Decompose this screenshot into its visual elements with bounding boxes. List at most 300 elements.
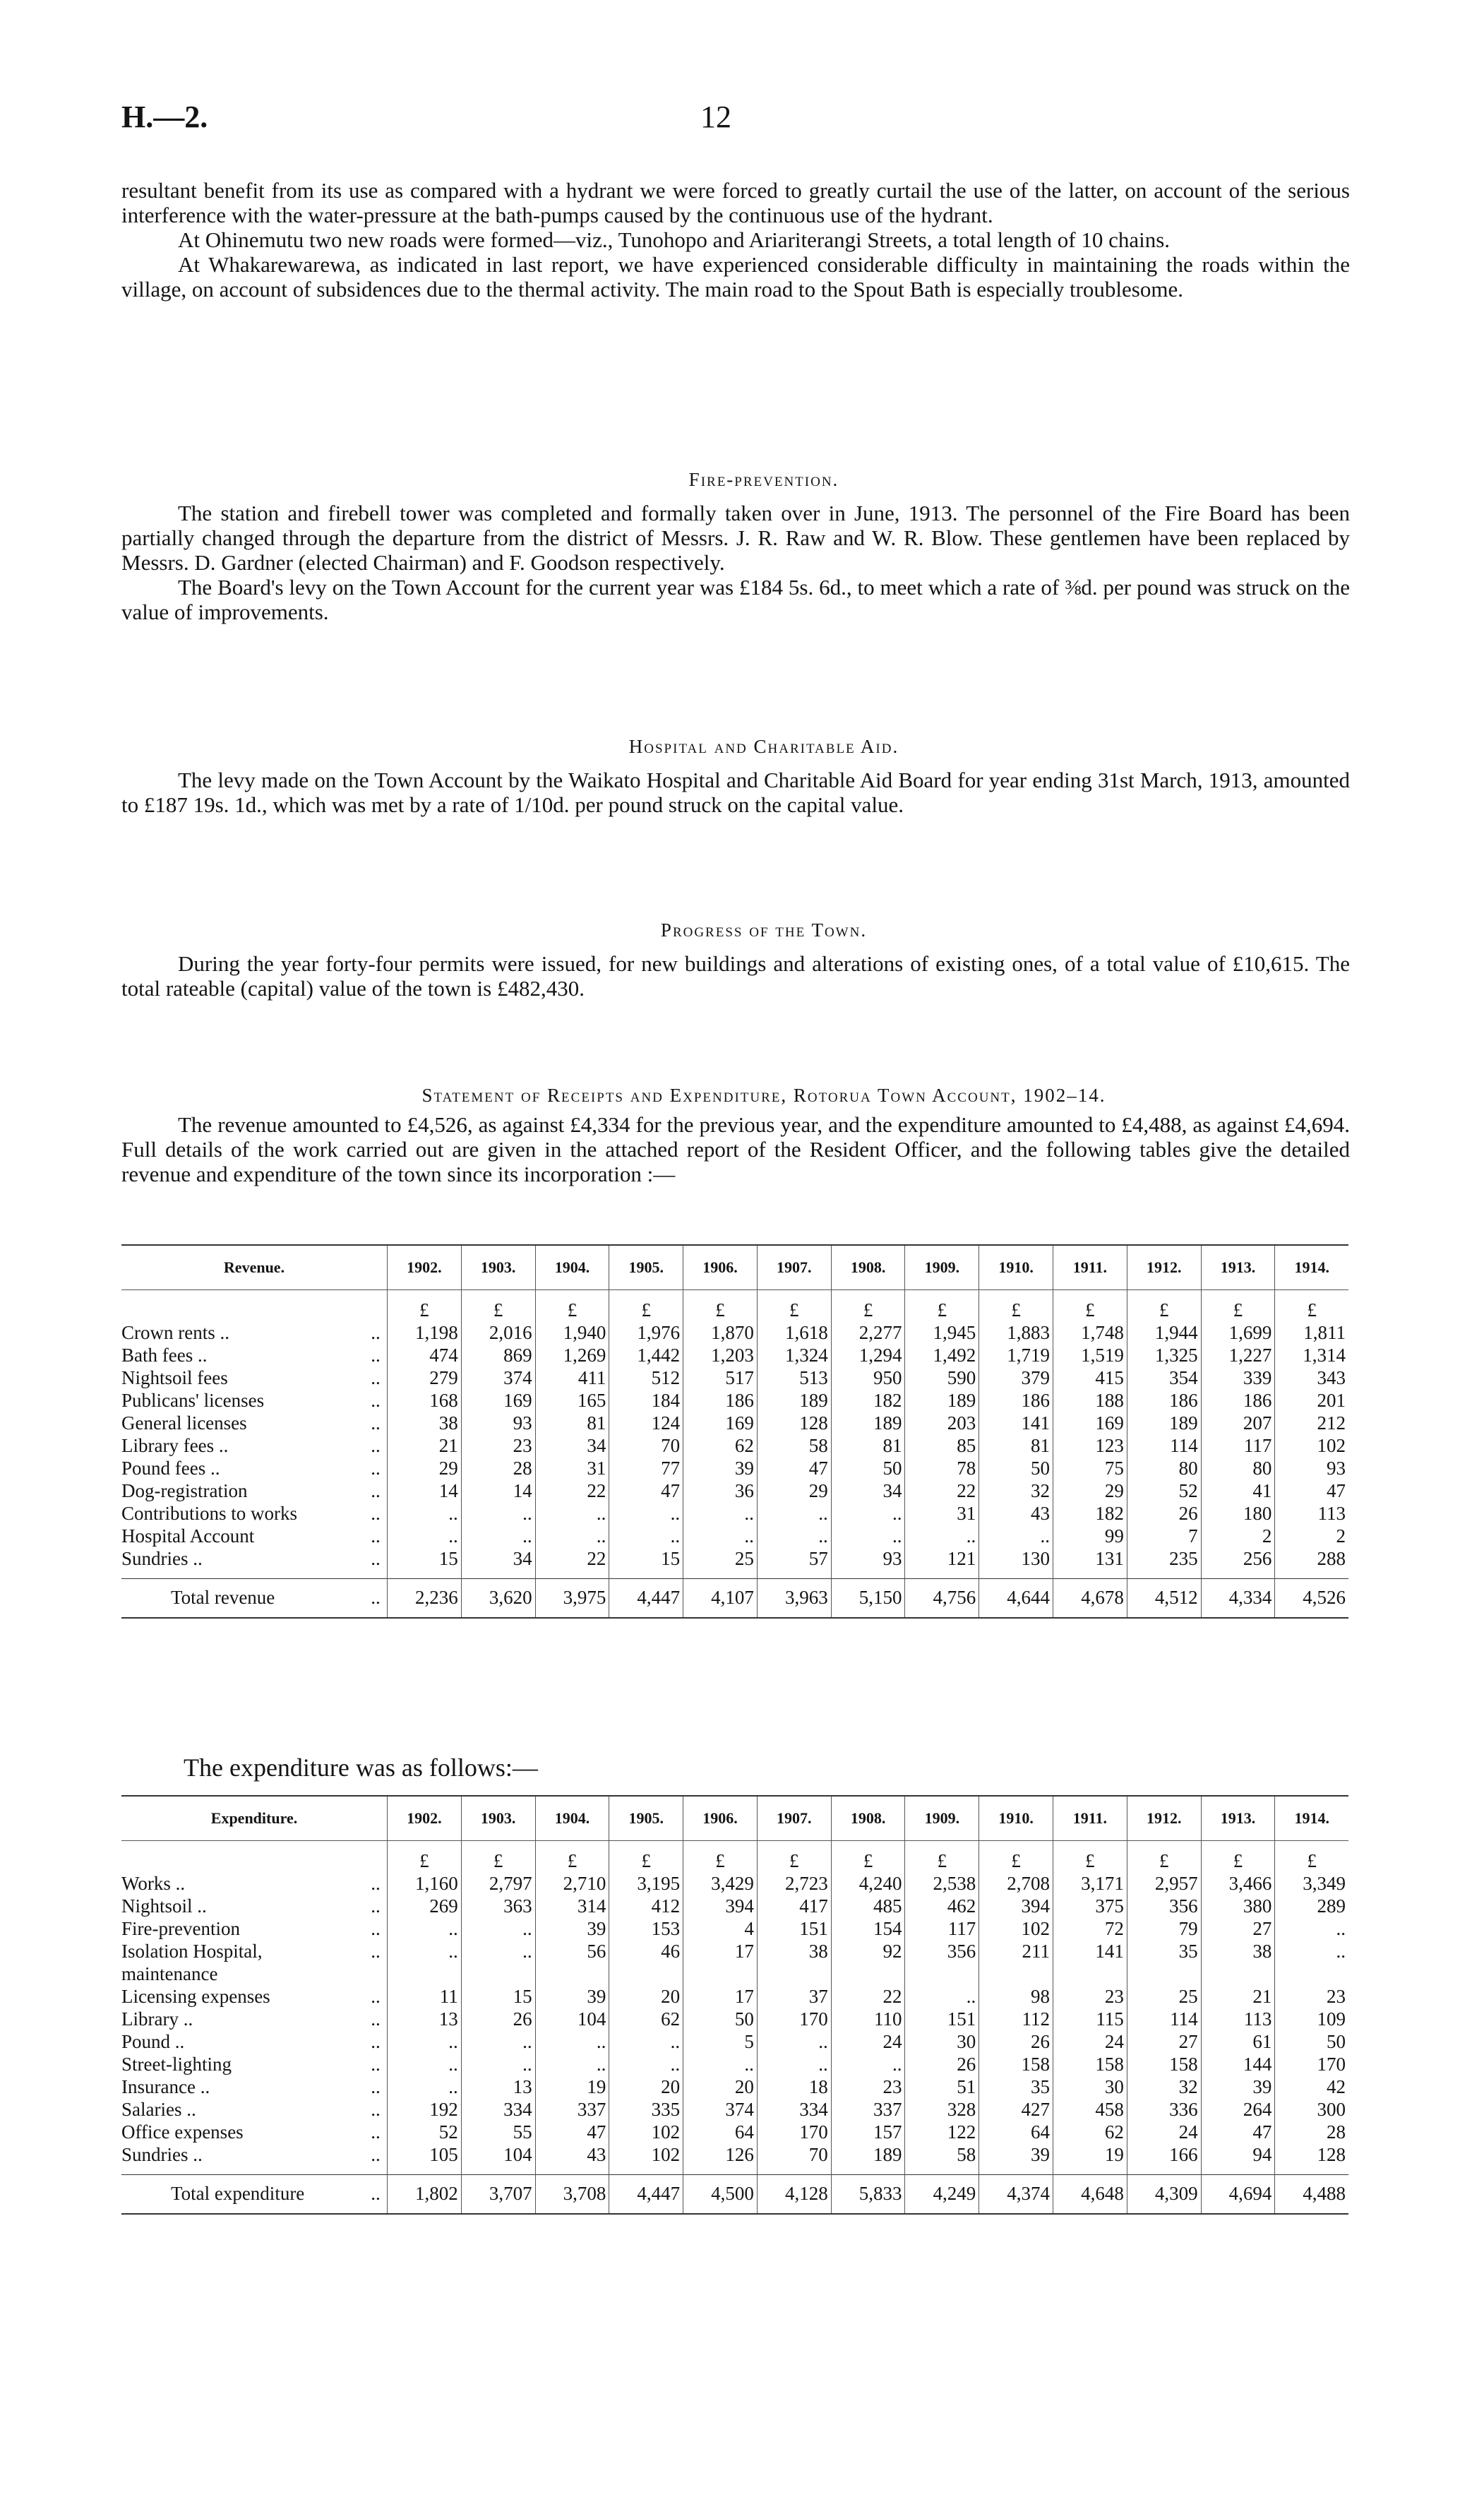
currency-row-blank <box>121 1841 388 1873</box>
table-row <box>121 1547 1348 1570</box>
value-cell: 24 <box>1127 2121 1201 2143</box>
value-cell: 70 <box>757 2143 831 2166</box>
currency-symbol: £ <box>979 1290 1053 1322</box>
currency-symbol: £ <box>1275 1290 1348 1322</box>
value-cell: 26 <box>979 2030 1053 2053</box>
value-cell: 2,710 <box>535 1872 609 1895</box>
value-cell: 31 <box>535 1457 609 1479</box>
value-cell: 192 <box>388 2098 462 2121</box>
value-cell: 28 <box>1275 2121 1348 2143</box>
value-cell: 170 <box>757 2008 831 2030</box>
value-cell: .. <box>461 2030 535 2053</box>
table-row <box>121 1917 1348 1940</box>
value-cell: .. <box>535 1525 609 1547</box>
value-cell: 85 <box>905 1434 979 1457</box>
value-cell: 43 <box>979 1502 1053 1525</box>
total-row <box>121 2175 1348 2215</box>
expenditure-lead: The expenditure was as follows:— <box>184 1753 538 1782</box>
value-cell: 50 <box>831 1457 905 1479</box>
table-row <box>121 1895 1348 1917</box>
leader-dots: .. <box>364 2175 388 2215</box>
value-cell: 62 <box>1053 2121 1127 2143</box>
currency-symbol: £ <box>1127 1841 1201 1873</box>
value-cell: 21 <box>1201 1985 1275 2008</box>
value-cell: 256 <box>1201 1547 1275 1570</box>
value-cell: .. <box>1275 1940 1348 1985</box>
row-label: Contributions to works <box>121 1503 298 1524</box>
value-cell: 109 <box>1275 2008 1348 2030</box>
total-value-cell: 2,236 <box>388 1579 462 1619</box>
year-header-1909: 1909. <box>905 1245 979 1290</box>
revenue-table <box>121 1244 1348 1619</box>
currency-symbol: £ <box>1127 1290 1201 1322</box>
value-cell: 375 <box>1053 1895 1127 1917</box>
value-cell: 169 <box>1053 1412 1127 1434</box>
value-cell: 17 <box>683 1940 758 1985</box>
value-cell: 1,324 <box>757 1344 831 1366</box>
currency-row <box>121 1290 1348 1322</box>
value-cell: 235 <box>1127 1547 1201 1570</box>
leader-dots: .. <box>371 1525 381 1547</box>
value-cell: 513 <box>757 1366 831 1389</box>
value-cell: 1,699 <box>1201 1321 1275 1344</box>
value-cell: 415 <box>1053 1366 1127 1389</box>
value-cell: 38 <box>388 1412 462 1434</box>
year-header-1905: 1905. <box>609 1796 683 1841</box>
value-cell: .. <box>905 1985 979 2008</box>
value-cell: .. <box>831 2053 905 2075</box>
value-cell: 39 <box>1201 2075 1275 2098</box>
intro-section <box>121 178 1350 302</box>
table-row <box>121 1412 1348 1434</box>
revenue-header-label: Revenue. <box>121 1245 388 1290</box>
value-cell: 458 <box>1053 2098 1127 2121</box>
year-header-1910: 1910. <box>979 1245 1053 1290</box>
row-label: Office expenses <box>121 2121 244 2143</box>
year-header-1905: 1905. <box>609 1245 683 1290</box>
row-label: Street-lighting <box>121 2054 232 2075</box>
value-cell: 3,171 <box>1053 1872 1127 1895</box>
value-cell: 64 <box>683 2121 758 2143</box>
value-cell: 30 <box>905 2030 979 2053</box>
value-cell: 34 <box>461 1547 535 1570</box>
value-cell: 288 <box>1275 1547 1348 1570</box>
value-cell: 102 <box>1275 1434 1348 1457</box>
spacer-cell <box>388 1570 462 1579</box>
value-cell: .. <box>609 1502 683 1525</box>
value-cell: 25 <box>1127 1985 1201 2008</box>
revenue-header-row <box>121 1245 1348 1290</box>
value-cell: 203 <box>905 1412 979 1434</box>
value-cell: 1,325 <box>1127 1344 1201 1366</box>
total-value-cell: 4,309 <box>1127 2175 1201 2215</box>
table-row <box>121 2143 1348 2166</box>
value-cell: 35 <box>1127 1940 1201 1985</box>
value-cell: .. <box>609 1525 683 1547</box>
value-cell: 1,748 <box>1053 1321 1127 1344</box>
value-cell: 180 <box>1201 1502 1275 1525</box>
currency-symbol: £ <box>757 1841 831 1873</box>
expenditure-header-label: Expenditure. <box>121 1796 388 1841</box>
value-cell: 117 <box>1201 1434 1275 1457</box>
value-cell: 474 <box>388 1344 462 1366</box>
leader-dots: .. <box>371 1895 381 1917</box>
year-header-1907: 1907. <box>757 1796 831 1841</box>
value-cell: 158 <box>979 2053 1053 2075</box>
value-cell: 38 <box>757 1940 831 1985</box>
value-cell: 1,314 <box>1275 1344 1348 1366</box>
year-header-1904: 1904. <box>535 1245 609 1290</box>
value-cell: 98 <box>979 1985 1053 2008</box>
value-cell: 158 <box>1127 2053 1201 2075</box>
value-cell: 417 <box>757 1895 831 1917</box>
value-cell: 354 <box>1127 1366 1201 1389</box>
value-cell: 151 <box>905 2008 979 2030</box>
value-cell: 212 <box>1275 1412 1348 1434</box>
value-cell: 57 <box>757 1547 831 1570</box>
value-cell: 328 <box>905 2098 979 2121</box>
value-cell: 47 <box>1275 1479 1348 1502</box>
value-cell: 264 <box>1201 2098 1275 2121</box>
value-cell: 334 <box>461 2098 535 2121</box>
value-cell: 1,203 <box>683 1344 758 1366</box>
report-code: H.—2. <box>121 100 208 134</box>
currency-symbol: £ <box>831 1290 905 1322</box>
total-value-cell: 4,107 <box>683 1579 758 1619</box>
statement-paragraph-1: The revenue amounted to £4,526, as against £4,334 for the previous year, and the expenditure amounted to £4,488, as against £4,694. Full details of the work carried out are given in the attached report of the Resident Officer, and the following tables give the detailed revenue and expenditure of the town since its incorporation :— <box>121 1112 1350 1186</box>
value-cell: 58 <box>757 1434 831 1457</box>
value-cell: 41 <box>1201 1479 1275 1502</box>
value-cell: 4 <box>683 1917 758 1940</box>
value-cell: 104 <box>461 2143 535 2166</box>
spacer-cell <box>535 1570 609 1579</box>
value-cell: 37 <box>757 1985 831 2008</box>
year-header-1909: 1909. <box>905 1796 979 1841</box>
spacer-cell <box>1127 1570 1201 1579</box>
value-cell: 81 <box>979 1434 1053 1457</box>
value-cell: 23 <box>1275 1985 1348 2008</box>
value-cell: 123 <box>1053 1434 1127 1457</box>
table-row <box>121 1366 1348 1389</box>
leader-dots: .. <box>371 1503 381 1524</box>
row-label: Isolation Hospital, maintenance <box>121 1941 263 1984</box>
value-cell: 62 <box>609 2008 683 2030</box>
currency-symbol: £ <box>979 1841 1053 1873</box>
leader-dots: .. <box>371 1480 381 1501</box>
value-cell: 211 <box>979 1940 1053 1985</box>
row-label: Nightsoil fees <box>121 1367 228 1388</box>
value-cell: 114 <box>1127 2008 1201 2030</box>
value-cell: 2,277 <box>831 1321 905 1344</box>
value-cell: .. <box>609 2030 683 2053</box>
spacer-cell <box>1201 2166 1275 2175</box>
row-label: Publicans' licenses <box>121 1390 265 1411</box>
value-cell: .. <box>461 2053 535 2075</box>
value-cell: 39 <box>535 1917 609 1940</box>
progress-paragraph-1: During the year forty-four permits were issued, for new buildings and alterations of existing ones, of a total value of £10,615. The total rateable (capital) value of the town is £482,430. <box>121 951 1350 1001</box>
total-value-cell: 4,447 <box>609 1579 683 1619</box>
value-cell: 34 <box>535 1434 609 1457</box>
value-cell: 2,538 <box>905 1872 979 1895</box>
spacer-cell <box>1053 1570 1127 1579</box>
value-cell: 23 <box>461 1434 535 1457</box>
value-cell: 1,976 <box>609 1321 683 1344</box>
value-cell: 15 <box>609 1547 683 1570</box>
page-header <box>121 99 1348 141</box>
value-cell: 70 <box>609 1434 683 1457</box>
value-cell: 1,870 <box>683 1321 758 1344</box>
row-label: Library fees .. <box>121 1435 229 1456</box>
spacer-cell <box>683 1570 758 1579</box>
spacer-cell <box>1201 1570 1275 1579</box>
value-cell: 356 <box>905 1940 979 1985</box>
value-cell: 80 <box>1127 1457 1201 1479</box>
value-cell: 32 <box>1127 2075 1201 2098</box>
leader-dots: .. <box>371 2144 381 2165</box>
year-header-1903: 1903. <box>461 1796 535 1841</box>
year-header-1914: 1914. <box>1275 1796 1348 1841</box>
value-cell: 4,240 <box>831 1872 905 1895</box>
currency-symbol: £ <box>535 1841 609 1873</box>
leader-dots: .. <box>371 2099 381 2120</box>
fire-heading: Fire-prevention. <box>688 469 839 490</box>
year-header-1908: 1908. <box>831 1796 905 1841</box>
total-value-cell: 4,128 <box>757 2175 831 2215</box>
value-cell: 1,160 <box>388 1872 462 1895</box>
table-row <box>121 1479 1348 1502</box>
total-value-cell: 4,648 <box>1053 2175 1127 2215</box>
currency-symbol: £ <box>1053 1290 1127 1322</box>
value-cell: 58 <box>905 2143 979 2166</box>
year-header-1912: 1912. <box>1127 1796 1201 1841</box>
page-number: 12 <box>700 100 731 134</box>
value-cell: 124 <box>609 1412 683 1434</box>
value-cell: 188 <box>1053 1389 1127 1412</box>
spacer-cell <box>461 2166 535 2175</box>
currency-row-blank <box>121 1290 388 1322</box>
spacer-cell <box>121 1570 388 1579</box>
value-cell: 52 <box>388 2121 462 2143</box>
expenditure-header-row <box>121 1796 1348 1841</box>
leader-dots: .. <box>371 2054 381 2075</box>
total-value-cell: 4,678 <box>1053 1579 1127 1619</box>
value-cell: 189 <box>831 1412 905 1434</box>
spacer-cell <box>757 2166 831 2175</box>
row-label: Insurance .. <box>121 2076 210 2097</box>
intro-paragraph-2: At Ohinemutu two new roads were formed—viz., Tunohopo and Ariariterangi Streets, a total length of 10 chains. <box>178 227 1171 252</box>
value-cell: .. <box>388 1917 462 1940</box>
year-header-1902: 1902. <box>388 1245 462 1290</box>
value-cell: 131 <box>1053 1547 1127 1570</box>
value-cell: 356 <box>1127 1895 1201 1917</box>
total-label: Total expenditure <box>121 2175 364 2215</box>
value-cell: 2,708 <box>979 1872 1053 1895</box>
spacer-cell <box>461 1570 535 1579</box>
value-cell: 30 <box>1053 2075 1127 2098</box>
row-label: Licensing expenses <box>121 1986 270 2007</box>
value-cell: 29 <box>757 1479 831 1502</box>
currency-symbol: £ <box>905 1841 979 1873</box>
fire-paragraph-1: The station and firebell tower was completed and formally taken over in June, 1913. The personnel of the Fire Board has been partially changed through the departure from the district of Messrs. J. R. Raw and W. R. Blow. These gentlemen have been replaced by Messrs. D. Gardner (elected Chairman) and F. Goodson respectively. <box>121 501 1350 575</box>
value-cell: 182 <box>1053 1502 1127 1525</box>
value-cell: .. <box>683 1525 758 1547</box>
value-cell: 141 <box>979 1412 1053 1434</box>
value-cell: .. <box>683 2053 758 2075</box>
value-cell: 26 <box>461 2008 535 2030</box>
value-cell: 77 <box>609 1457 683 1479</box>
value-cell: 2,957 <box>1127 1872 1201 1895</box>
progress-section <box>121 918 1350 1001</box>
value-cell: 47 <box>1201 2121 1275 2143</box>
spacer-cell <box>905 2166 979 2175</box>
leader-dots: .. <box>371 1458 381 1479</box>
value-cell: 1,945 <box>905 1321 979 1344</box>
currency-row <box>121 1841 1348 1873</box>
year-header-1908: 1908. <box>831 1245 905 1290</box>
fire-paragraph-2: The Board's levy on the Town Account for the current year was £184 5s. 6d., to meet which a rate of ⅜d. per pound was struck on the value of improvements. <box>121 575 1350 624</box>
leader-dots: .. <box>371 1322 381 1343</box>
total-value-cell: 3,708 <box>535 2175 609 2215</box>
row-label: Nightsoil .. <box>121 1895 207 1917</box>
value-cell: 13 <box>461 2075 535 2098</box>
value-cell: 168 <box>388 1389 462 1412</box>
total-value-cell: 4,334 <box>1201 1579 1275 1619</box>
value-cell: 81 <box>831 1434 905 1457</box>
value-cell: 22 <box>905 1479 979 1502</box>
table-row <box>121 1457 1348 1479</box>
leader-dots: .. <box>371 2008 381 2030</box>
value-cell: 72 <box>1053 1917 1127 1940</box>
row-label: General licenses <box>121 1412 247 1434</box>
row-label: Sundries .. <box>121 1548 203 1569</box>
value-cell: 126 <box>683 2143 758 2166</box>
value-cell: 170 <box>1275 2053 1348 2075</box>
statement-heading: Statement of Receipts and Expenditure, Rotorua Town Account, 1902–14. <box>421 1085 1106 1106</box>
value-cell: 2,016 <box>461 1321 535 1344</box>
currency-symbol: £ <box>1275 1841 1348 1873</box>
value-cell: 43 <box>535 2143 609 2166</box>
hospital-heading: Hospital and Charitable Aid. <box>628 736 899 757</box>
currency-symbol: £ <box>388 1290 462 1322</box>
value-cell: 75 <box>1053 1457 1127 1479</box>
value-cell: 394 <box>979 1895 1053 1917</box>
value-cell: 11 <box>388 1985 462 2008</box>
leader-dots: .. <box>371 1435 381 1456</box>
value-cell: 184 <box>609 1389 683 1412</box>
year-header-1902: 1902. <box>388 1796 462 1841</box>
value-cell: 141 <box>1053 1940 1127 1985</box>
value-cell: 80 <box>1201 1457 1275 1479</box>
value-cell: .. <box>757 2053 831 2075</box>
value-cell: 1,269 <box>535 1344 609 1366</box>
table-row <box>121 1344 1348 1366</box>
leader-dots: .. <box>371 2121 381 2143</box>
value-cell: 117 <box>905 1917 979 1940</box>
currency-symbol: £ <box>683 1841 758 1873</box>
value-cell: 93 <box>461 1412 535 1434</box>
value-cell: 128 <box>1275 2143 1348 2166</box>
value-cell: .. <box>388 2053 462 2075</box>
value-cell: .. <box>388 1525 462 1547</box>
value-cell: 1,811 <box>1275 1321 1348 1344</box>
table-row <box>121 1389 1348 1412</box>
year-header-1906: 1906. <box>683 1796 758 1841</box>
value-cell: 50 <box>979 1457 1053 1479</box>
spacer-cell <box>609 1570 683 1579</box>
value-cell: 34 <box>831 1479 905 1502</box>
value-cell: 93 <box>831 1547 905 1570</box>
value-cell: 3,466 <box>1201 1872 1275 1895</box>
total-value-cell: 4,644 <box>979 1579 1053 1619</box>
leader-dots: .. <box>364 1579 388 1619</box>
value-cell: 411 <box>535 1366 609 1389</box>
value-cell: 113 <box>1201 2008 1275 2030</box>
year-header-1904: 1904. <box>535 1796 609 1841</box>
value-cell: .. <box>461 1525 535 1547</box>
value-cell: 130 <box>979 1547 1053 1570</box>
spacer-cell <box>1275 2166 1348 2175</box>
currency-symbol: £ <box>905 1290 979 1322</box>
value-cell: 144 <box>1201 2053 1275 2075</box>
row-label: Pound .. <box>121 2031 185 2052</box>
year-header-1911: 1911. <box>1053 1796 1127 1841</box>
value-cell: 81 <box>535 1412 609 1434</box>
spacer-cell <box>683 2166 758 2175</box>
value-cell: 950 <box>831 1366 905 1389</box>
value-cell: .. <box>1275 1917 1348 1940</box>
total-value-cell: 4,249 <box>905 2175 979 2215</box>
total-value-cell: 4,488 <box>1275 2175 1348 2215</box>
currency-symbol: £ <box>831 1841 905 1873</box>
year-header-1912: 1912. <box>1127 1245 1201 1290</box>
table-row <box>121 2008 1348 2030</box>
currency-symbol: £ <box>388 1841 462 1873</box>
currency-symbol: £ <box>683 1290 758 1322</box>
value-cell: 590 <box>905 1366 979 1389</box>
value-cell: 20 <box>683 2075 758 2098</box>
value-cell: 207 <box>1201 1412 1275 1434</box>
value-cell: 517 <box>683 1366 758 1389</box>
total-row <box>121 1579 1348 1619</box>
value-cell: 2,797 <box>461 1872 535 1895</box>
value-cell: 269 <box>388 1895 462 1917</box>
total-value-cell: 1,802 <box>388 2175 462 2215</box>
value-cell: 21 <box>388 1434 462 1457</box>
value-cell: 379 <box>979 1366 1053 1389</box>
progress-heading: Progress of the Town. <box>660 919 868 941</box>
row-label: Bath fees .. <box>121 1345 208 1366</box>
value-cell: 56 <box>535 1940 609 1985</box>
value-cell: 110 <box>831 2008 905 2030</box>
value-cell: 26 <box>1127 1502 1201 1525</box>
value-cell: 23 <box>831 2075 905 2098</box>
value-cell: 166 <box>1127 2143 1201 2166</box>
value-cell: 102 <box>609 2143 683 2166</box>
spacer-cell <box>979 2166 1053 2175</box>
value-cell: .. <box>683 1502 758 1525</box>
value-cell: 1,442 <box>609 1344 683 1366</box>
table-row <box>121 1434 1348 1457</box>
leader-dots: .. <box>371 1390 381 1411</box>
table-row <box>121 2098 1348 2121</box>
value-cell: 121 <box>905 1547 979 1570</box>
total-value-cell: 4,526 <box>1275 1579 1348 1619</box>
total-value-cell: 4,374 <box>979 2175 1053 2215</box>
table-row <box>121 1985 1348 2008</box>
total-value-cell: 3,975 <box>535 1579 609 1619</box>
row-label: Works .. <box>121 1873 186 1894</box>
value-cell: .. <box>461 1502 535 1525</box>
